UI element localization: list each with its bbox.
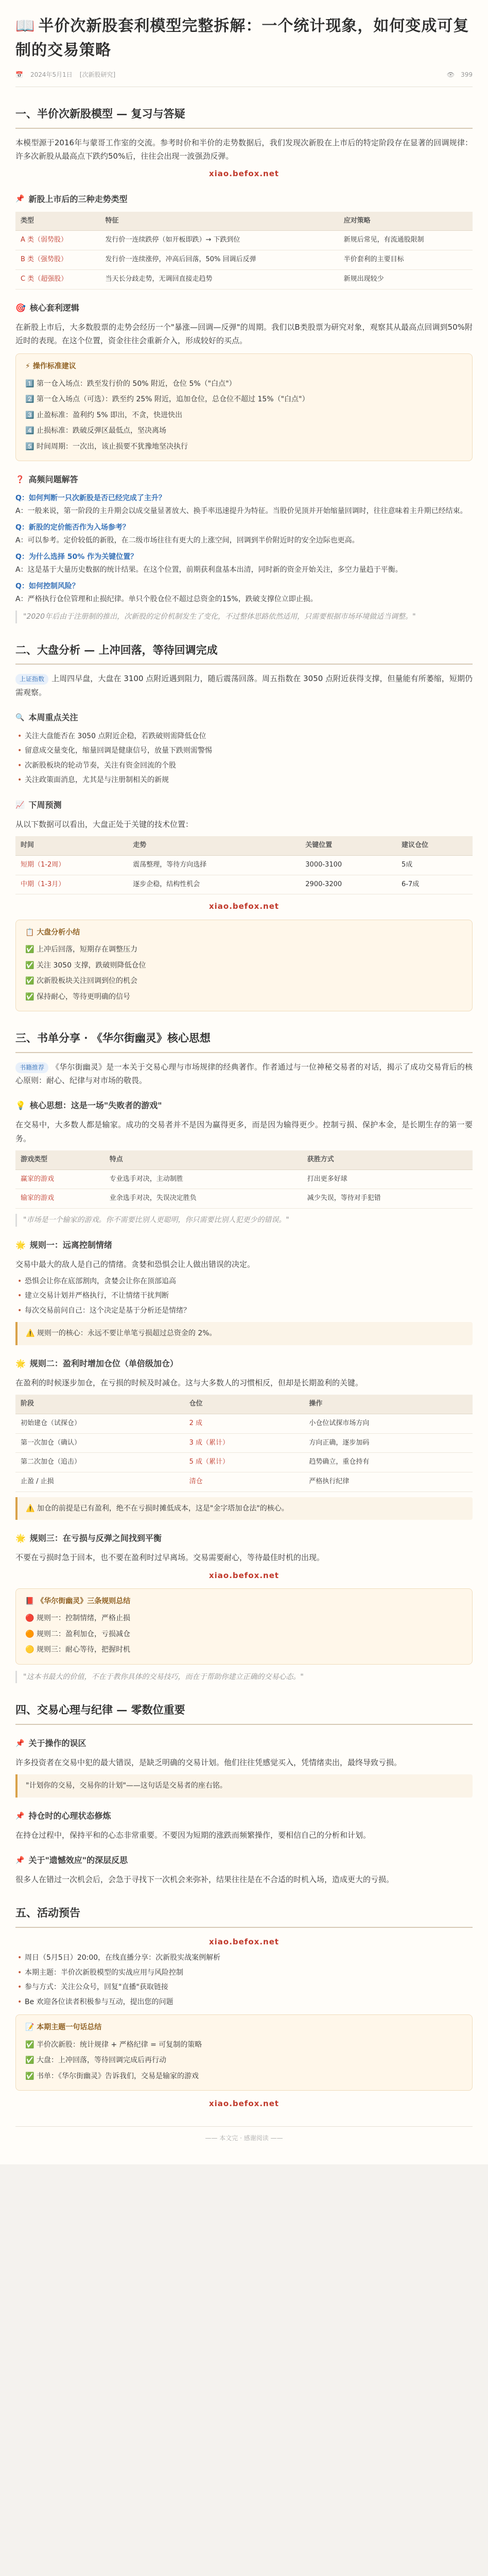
position-table: [15, 1395, 473, 1492]
cell: 2 成: [184, 1414, 304, 1433]
th: 仓位: [184, 1395, 304, 1414]
list-item: • 恐惧会让你在底部割肉，贪婪会让你在顶部追高: [15, 1275, 473, 1288]
th: 特征: [100, 212, 339, 231]
cell: 第二次加仓（追击）: [15, 1453, 184, 1472]
th: 类型: [15, 212, 100, 231]
check-icon: ✅: [25, 977, 34, 985]
th: 建议仓位: [396, 836, 473, 855]
answer: A：这是基于大量历史数据的统计结果。在这个位置，前期获利盘基本出清，同时新的资金开始关注，多空力量趋于平衡。: [15, 565, 403, 574]
calendar-icon: 📅: [15, 71, 23, 78]
list-item: 🟡 规则三：耐心等待，把握时机: [25, 1642, 463, 1658]
th: 阶段: [15, 1395, 184, 1414]
cell: 新规后常见，有流通股限制: [339, 231, 473, 250]
table-row: [15, 1472, 473, 1492]
quote: "这本书最大的价值，不在于教你具体的交易技巧，而在于帮助你建立正确的交易心态。": [15, 1671, 473, 1684]
cell: 方向正确，逐步加码: [304, 1433, 473, 1453]
five-icon: 5️⃣: [25, 442, 34, 451]
cell: 输家的游戏: [15, 1189, 104, 1209]
table-row: [15, 1453, 473, 1472]
a-callout: "计划你的交易，交易你的计划"——这句话是交易者的座右铭。: [15, 1774, 473, 1798]
core-heading: 🎯 核心套利逻辑: [15, 301, 473, 315]
cell: 打出更多好球: [302, 1170, 473, 1189]
star-icon: 🌟: [15, 1358, 26, 1368]
search-icon: 🔍: [15, 713, 25, 722]
r1-text: 交易中最大的敌人是自己的情绪。贪婪和恐惧会让人做出错误的决定。: [15, 1259, 255, 1269]
cell: 逐步企稳，结构性机会: [128, 875, 300, 894]
th: 游戏类型: [15, 1150, 104, 1170]
pred-intro: 从以下数据可以看出，大盘正处于关键的技术位置：: [15, 819, 194, 829]
cell: 6-7成: [396, 875, 473, 894]
category-link[interactable]: [次新股研究]: [79, 71, 116, 78]
watermark: xiao.befox.net: [208, 902, 280, 911]
cell: 3 成（累计）: [184, 1433, 304, 1453]
list-item: • 本期主题：半价次新股模型的实战应用与风险控制: [15, 1967, 473, 1979]
red-dot-icon: 🔴: [25, 1614, 34, 1623]
key-list: [15, 730, 473, 787]
summary-card: [15, 920, 473, 1012]
answer: A：严格执行仓位管理和止损纪律。单只个股仓位不超过总资金的15%，跌破支撑位立即止损。: [15, 595, 318, 603]
r1-callout: ⚠️ 规则一的核心：永远不要让单笔亏损超过总资金的 2%。: [15, 1322, 473, 1345]
section-4-heading: 四、交易心理与纪律 — 零数位重要: [15, 1701, 473, 1725]
table-row: [15, 269, 473, 289]
r1-heading: 🌟 规则一：远离控制情绪: [15, 1238, 473, 1252]
check-icon: ✅: [25, 2040, 34, 2049]
article-meta: [15, 70, 473, 87]
orange-dot-icon: 🟠: [25, 1630, 34, 1638]
r1-list: [15, 1275, 473, 1317]
check-icon: ✅: [25, 961, 34, 970]
table-row: [15, 875, 473, 894]
section-5-heading: 五、活动预告: [15, 1904, 473, 1928]
ops-title: ⚡ 操作标准建议: [25, 362, 76, 370]
cell: B 类（强势股）: [15, 250, 100, 270]
th: 特点: [104, 1150, 302, 1170]
cell: 业余选手对决，失误决定胜负: [104, 1189, 302, 1209]
list-item: • 建立交易计划并严格执行，不让情绪干扰判断: [15, 1290, 473, 1302]
cell: 严格执行纪律: [304, 1472, 473, 1492]
quote: "市场是一个输家的游戏。你不需要比别人更聪明，你只需要比别人犯更少的错误。": [15, 1214, 473, 1227]
list-item: • 留意成交量变化，缩量回调是健康信号，放量下跌则需警惕: [15, 744, 473, 757]
list-item: • 关注政策面消息，尤其是与注册制相关的新规: [15, 774, 473, 787]
r2-heading: 🌟 规则二：盈利时增加仓位（单倍级加仓）: [15, 1357, 473, 1371]
c-text: 很多人在错过一次机会后，会急于寻找下一次机会来弥补，结果往往是在不合适的时机入场，造成更大的亏损。: [15, 1875, 394, 1884]
list-item: ✅ 半价次新股：统计规律 + 严格纪律 = 可复制的策略: [25, 2037, 463, 2053]
watermark: xiao.befox.net: [208, 1937, 280, 1946]
th: 时间: [15, 836, 128, 855]
th: 应对策略: [339, 212, 473, 231]
page-title: 📖 半价次新股套利模型完整拆解：一个统计现象，如何变成可复制的交易策略: [15, 17, 469, 59]
cell: 清仓: [184, 1472, 304, 1492]
pin-icon: 📌: [15, 1856, 25, 1865]
ops-card: [15, 353, 473, 461]
types-table: [15, 212, 473, 290]
list-item: 3️⃣ 止盈标准：盈利约 5% 即出，不贪，快进快出: [25, 408, 463, 423]
a-text: 许多投资者在交易中犯的最大错误，是缺乏明确的交易计划。他们往往凭感觉买入，凭情绪卖出，最终导致亏损。: [15, 1758, 402, 1767]
warning-icon: ⚠️: [26, 1504, 37, 1513]
watermark: xiao.befox.net: [208, 2099, 280, 2109]
check-icon: ✅: [25, 992, 34, 1001]
summary-title: 📋 大盘分析小结: [25, 928, 80, 937]
c-heading: 📌 关于"遗憾效应"的深层反思: [15, 1853, 473, 1868]
r3-heading: 🌟 规则三：在亏损与反弹之间找到平衡: [15, 1531, 473, 1546]
cell: C 类（超强股）: [15, 269, 100, 289]
question: Q：为什么选择 50% 作为关键位置？: [15, 553, 138, 561]
list-item: 5️⃣ 时间周期：一次出，该止损要不犹豫地坚决执行: [25, 439, 463, 455]
list-item: ✅ 关注 3050 支撑，跌破则降低仓位: [25, 958, 463, 974]
question-icon: ❓: [15, 475, 25, 484]
final-card: [15, 2014, 473, 2091]
cell: 当天长分歧走势，无调回直接走趋势: [100, 269, 339, 289]
star-icon: 🌟: [15, 1240, 26, 1250]
b-text: 在持仓过程中，保持平和的心态非常重要。不要因为短期的涨跌而频繁操作，要相信自己的分析和计划。: [15, 1830, 371, 1840]
check-icon: ✅: [25, 945, 34, 954]
list-item: ✅ 上冲后回落，短期存在调整压力: [25, 942, 463, 958]
cell: 5 成（累计）: [184, 1453, 304, 1472]
qa-heading: ❓ 高频问题解答: [15, 472, 473, 487]
cell: 中期（1-3月）: [15, 875, 128, 894]
lightning-icon: ⚡: [25, 362, 33, 370]
pin-icon: 📌: [15, 1811, 25, 1820]
cell: 3000-3100: [300, 855, 396, 875]
list-item: • 每次交易前问自己：这个决定是基于分析还是情绪？: [15, 1304, 473, 1317]
four-icon: 4️⃣: [25, 427, 34, 435]
eye-icon: 👁: [446, 71, 455, 78]
list-item: ✅ 次新股板块关注回调到位的机会: [25, 973, 463, 989]
game-table: [15, 1150, 473, 1209]
s3-intro: 书籍推荐 《华尔街幽灵》是一本关于交易心理与市场规律的经典著作。作者通过与一位神秘交易者的对话，揭示了成功交易背后的核心原则：耐心、纪律与对市场的敬畏。: [15, 1062, 473, 1085]
cell: 趋势确立，重仓持有: [304, 1453, 473, 1472]
table-row: [15, 250, 473, 270]
index-tag: 上证指数: [15, 674, 48, 685]
view-count: 399: [461, 71, 473, 78]
question: Q：新股的定价能否作为入场参考？: [15, 523, 130, 532]
cell: 半价套利的主要目标: [339, 250, 473, 270]
cell: A 类（弱势股）: [15, 231, 100, 250]
one-icon: 1️⃣: [25, 379, 34, 388]
pred-heading: 📈 下周预测: [15, 798, 473, 812]
cell: 2900-3200: [300, 875, 396, 894]
rules-title: 📕 《华尔街幽灵》三条规则总结: [25, 1597, 131, 1605]
table-row: [15, 1433, 473, 1453]
cell: 小仓位试探市场方向: [304, 1414, 473, 1433]
list-item: 🔴 规则一：控制情绪，严格止损: [25, 1611, 463, 1626]
answer: A：可以参考。定价较低的新股，在二级市场往往有更大的上涨空间，回调到半价附近时的安全边际也更高。: [15, 536, 359, 545]
answer: A：一般来说，第一阶段的主升期会以成交量显著放大、换手率迅速提升为特征。当股价见顶并开始缩量回调时，往往意味着主升期已经结束。: [15, 506, 467, 515]
s1-table-heading: 📌 新股上市后的三种走势类型: [15, 192, 473, 207]
star-icon: 🌟: [15, 1533, 26, 1544]
cell: 止盈 / 止损: [15, 1472, 184, 1492]
question: Q：如何判断一只次新股是否已经完成了主升？: [15, 494, 166, 502]
cell: 第一次加仓（确认）: [15, 1433, 184, 1453]
list-item: • Be 欢迎各位读者积极参与互动，提出您的问题: [15, 1996, 473, 2009]
check-icon: ✅: [25, 2056, 34, 2065]
target-icon: 🎯: [15, 302, 26, 313]
event-list: [15, 1952, 473, 2008]
r3-text: 不要在亏损时急于回本，也不要在盈利时过早离场。交易需要耐心，等待最佳时机的出现。: [15, 1553, 325, 1563]
cell: 专业选手对决，主动制胜: [104, 1170, 302, 1189]
list-item: ✅ 保持耐心，等待更明确的信号: [25, 989, 463, 1005]
list-item: • 关注大盘能否在 3050 点附近企稳，若跌破则需降低仓位: [15, 730, 473, 743]
warning-icon: ⚠️: [26, 1329, 37, 1338]
list-item: • 次新股板块的轮动节奏，关注有资金回流的个股: [15, 759, 473, 772]
list-item: • 周日（5月5日）20:00，在线直播分享：次新股实战案例解析: [15, 1952, 473, 1964]
table-row: [15, 1414, 473, 1433]
three-icon: 3️⃣: [25, 411, 34, 419]
cell: 发行价一连续涨停，冲高后回落，50% 回调后反弹: [100, 250, 339, 270]
list-item: • 参与方式：关注公众号，回复"直播"获取链接: [15, 1981, 473, 1994]
book-icon: 📖: [15, 17, 36, 35]
section-1-heading: 一、半价次新股模型 — 复习与答疑: [15, 105, 473, 129]
date: 2024年5月1日: [30, 71, 73, 78]
cell: 减少失误，等待对手犯错: [302, 1189, 473, 1209]
list-item: 4️⃣ 止损标准：跌破反弹区最低点，坚决离场: [25, 423, 463, 439]
list-item: ✅ 书单：《华尔街幽灵》告诉我们，交易是输家的游戏: [25, 2069, 463, 2084]
b-heading: 📌 持仓时的心理状态修炼: [15, 1809, 473, 1823]
chart-icon: 📈: [15, 801, 25, 809]
yellow-dot-icon: 🟡: [25, 1646, 34, 1654]
table-row: [15, 231, 473, 250]
th: 获胜方式: [302, 1150, 473, 1170]
book-tag: 书籍推荐: [15, 1062, 48, 1073]
cell: 5成: [396, 855, 473, 875]
th: 操作: [304, 1395, 473, 1414]
c1-heading: 💡 核心思想：这是一场"失败者的游戏": [15, 1098, 473, 1113]
r2-callout: ⚠️ 加仓的前提是已有盈利，绝不在亏损时摊低成本，这是"金字塔加仓法"的核心。: [15, 1497, 473, 1520]
list-item: 2️⃣ 第一仓入场点（可选）：跌至约 25% 附近，追加仓位，总仓位不超过 15%（"白点"）: [25, 392, 463, 408]
rules-card: [15, 1588, 473, 1665]
pred-table: [15, 836, 473, 894]
note-icon: 📝: [25, 2023, 37, 2032]
key-heading: 🔍 本周重点关注: [15, 710, 473, 725]
section-3-heading: 三、书单分享 · 《华尔街幽灵》核心思想: [15, 1029, 473, 1053]
two-icon: 2️⃣: [25, 395, 34, 403]
pin-icon: 📌: [15, 195, 25, 204]
s2-intro: 上证指数 上周四早盘，大盘在 3100 点附近遇到阻力，随后震荡回落。周五指数在 3050 点附近获得支撑，但量能有所萎缩，短期仍需观察。: [15, 674, 473, 697]
table-row: [15, 1189, 473, 1209]
th: 关键位置: [300, 836, 396, 855]
c1-text: 在交易中，大多数人都是输家。成功的交易者并不是因为赢得更多，而是因为输得更少。控制亏损、保护本金，是长期生存的第一要务。: [15, 1120, 473, 1143]
cell: 新规出现较少: [339, 269, 473, 289]
bulb-icon: 💡: [15, 1100, 26, 1111]
cell: 赢家的游戏: [15, 1170, 104, 1189]
th: 走势: [128, 836, 300, 855]
cell: 短期（1-2周）: [15, 855, 128, 875]
r2-text: 在盈利的时候逐步加仓，在亏损的时候及时减仓。这与大多数人的习惯相反，但却是长期盈利的关键。: [15, 1378, 363, 1387]
table-row: [15, 855, 473, 875]
list-item: 1️⃣ 第一仓入场点：跌至发行价的 50% 附近，仓位 5%（"白点"）: [25, 376, 463, 392]
footer: —— 本文完 · 感谢阅读 ——: [15, 2126, 473, 2144]
list-item: ✅ 大盘：上冲回落，等待回调完成后再行动: [25, 2053, 463, 2069]
table-row: [15, 1170, 473, 1189]
section-2-heading: 二、大盘分析 — 上冲回落，等待回调完成: [15, 641, 473, 665]
cell: 初始建仓（试探仓）: [15, 1414, 184, 1433]
list-item: 🟠 规则二：盈利加仓，亏损减仓: [25, 1626, 463, 1642]
clipboard-icon: 📋: [25, 928, 37, 937]
watermark: xiao.befox.net: [208, 1570, 280, 1580]
cell: 发行价一连续跌停（如开板即跌）→ 下跌到位: [100, 231, 339, 250]
question: Q：如何控制风险？: [15, 582, 79, 590]
book-icon: 📕: [25, 1597, 37, 1605]
cell: 震荡整理，等待方向选择: [128, 855, 300, 875]
watermark: xiao.befox.net: [208, 169, 280, 179]
quote: "2020年后由于注册制的推出，次新股的定价机制发生了变化，不过整体思路依然适用，只需要根据市场环境做适当调整。": [15, 611, 473, 623]
qa-list: [15, 492, 473, 605]
s1-intro: 本模型源于2016年与蒙哥工作室的交流。参考时价和半价的走势数据后，我们发现次新股在上市后的特定阶段存在显著的回调规律：许多次新股从最高点下跌约50%后，往往会出现一波强劲反弹。: [15, 138, 473, 161]
a-heading: 📌 关于操作的误区: [15, 1736, 473, 1751]
pin-icon: 📌: [15, 1739, 25, 1748]
check-icon: ✅: [25, 2072, 34, 2080]
core-text: 在新股上市后，大多数股票的走势会经历一个"暴涨—回调—反弹"的周期。我们以B类股票为研究对象，观察其从最高点回调到50%附近时的表现。在这个位置，资金往往会重新介入，形成较好的买点。: [15, 322, 473, 345]
final-title: 📝 本期主题一句话总结: [25, 2023, 102, 2032]
